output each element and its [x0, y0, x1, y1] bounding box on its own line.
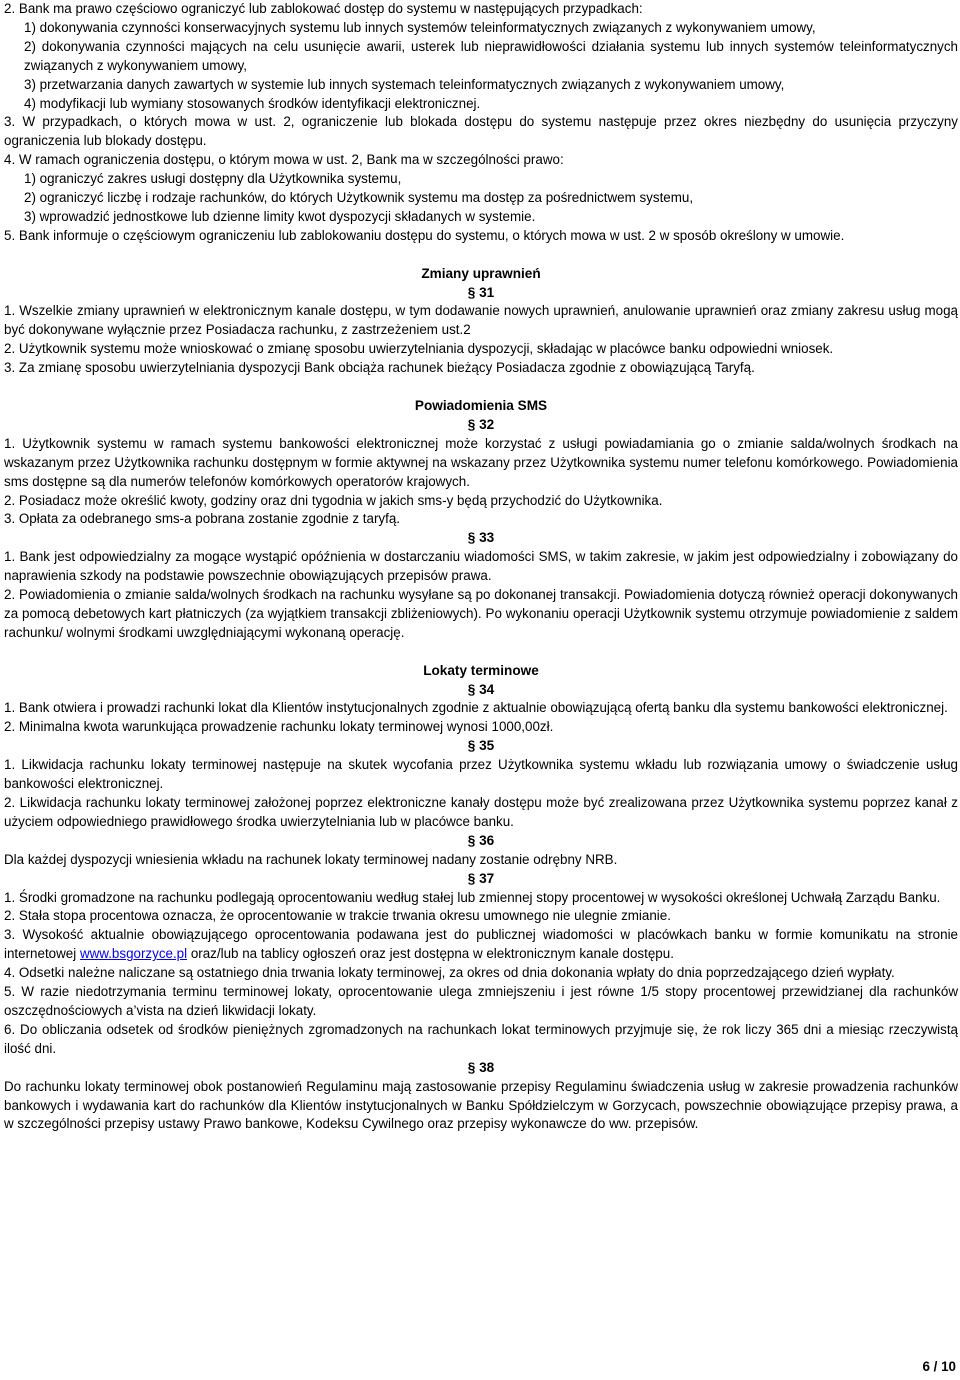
sec4-item-2: 2) ograniczyć liczbę i rodzaje rachunków, do których Użytkownik systemu ma dostęp za pośrednictwem systemu,	[24, 190, 694, 206]
par-34-num: 34	[479, 681, 495, 697]
paragraph-number-32: § 32	[467, 416, 495, 432]
lokaty-p37-4: 4. Odsetki należne naliczane są ostatniego dnia trwania lokaty terminowej, za okres od dnia dokonania wpłaty do dnia poprzedzającego dzień wypłaty.	[4, 965, 895, 981]
lokaty-p37-6: 6. Do obliczania odsetek od środków pieniężnych zgromadzonych na rachunkach lokat terminowych przyjmuje się, że rok liczy 365 dni a miesiąc rzeczywistą ilość dni.	[4, 1021, 958, 1056]
sec2-item-3: 3) przetwarzania danych zawartych w systemie lub innych systemach teleinformatycznych związanych z wykonywaniem umowy,	[24, 76, 785, 92]
spacer	[4, 246, 958, 265]
spacer	[4, 643, 958, 662]
sec3-paragraph: 3. W przypadkach, o których mowa w ust. 2, ograniczenie lub blokada dostępu do systemu następuje przez okres niezbędny do usunięcia przyczyny ograniczenia lub blokady dostępu.	[4, 114, 958, 149]
paragraph-number-31: § 31	[467, 284, 495, 300]
sms-p33-1: 1. Bank jest odpowiedzialny za mogące wystąpić opóźnienia w dostarczaniu wiadomości SMS, w takim zakresie, w jakim jest odpowiedzialny i zobowiązany do naprawienia szkody na podstawie powszechnie obowiązujących przepisów prawa.	[4, 549, 958, 584]
par-35-num: 35	[479, 738, 495, 754]
par-32-num: 32	[479, 416, 495, 432]
sec4-item-3: 3) wprowadzić jednostkowe lub dzienne limity kwot dyspozycji składanych w systemie.	[24, 208, 536, 224]
lokaty-p34-1: 1. Bank otwiera i prowadzi rachunki lokat dla Klientów instytucjonalnych zgodnie z aktualnie obowiązującą ofertą banku dla systemu bankowości elektronicznej.	[4, 700, 948, 716]
bank-website-link[interactable]: www.bsgorzyce.pl	[79, 946, 188, 962]
sec2-item-2: 2) dokonywania czynności mających na celu usunięcie awarii, usterek lub nieprawidłowości działania systemu lub innych systemów teleinformatycznych związanych z wykonywaniem umowy,	[24, 38, 958, 73]
section-heading-zmiany: Zmiany uprawnień	[421, 265, 541, 281]
zmiany-p2: 2. Użytkownik systemu może wnioskować o zmianę sposobu uwierzytelniania dyspozycji, składając w placówce banku odpowiedni wniosek.	[4, 341, 834, 357]
lokaty-p37-2: 2. Stała stopa procentowa oznacza, że oprocentowanie w trakcie trwania okresu umownego nie ulegnie zmianie.	[4, 908, 671, 924]
lokaty-p37-3	[4, 926, 958, 964]
page-number: 6 / 10	[922, 1359, 956, 1374]
sms-p33-2: 2. Powiadomienia o zmianie salda/wolnych środkach na rachunku wysyłane są po dokonanej transakcji. Powiadomienia dotyczą również operacji dokonywanych za pomocą debetowych kart płatniczych (za wyjątkiem transakcji zbliżeniowych). Po wykonaniu operacji Użytkownik systemu otrzymuje powiadomienie z saldem rachunku/ wolnymi środkami uwzględniającymi wykonaną operację.	[4, 587, 958, 640]
par-31-num: 31	[479, 284, 495, 300]
lokaty-p36: Dla każdej dyspozycji wniesienia wkładu na rachunek lokaty terminowej nadany zostanie odrębny NRB.	[4, 851, 618, 867]
lokaty-p38: Do rachunku lokaty terminowej obok postanowień Regulaminu mają zastosowanie przepisy Regulaminu świadczenia usług w zakresie prowadzenia rachunków bankowych i wydawania kart do rachunków dla Klientów instytucjonalnych w Banku Spółdzielczym w Gorzycach, powszechnie obowiązujące przepisy prawa, a w szczególności przepisy ustawy Prawo bankowe, Kodeksu Cywilnego oraz przepisy wykonawcze do ww. przepisów.	[4, 1078, 958, 1132]
section-heading-lokaty: Lokaty terminowe	[423, 662, 539, 678]
spacer	[4, 378, 958, 397]
paragraph-number-36: § 36	[467, 832, 495, 848]
sec2-item-4: 4) modyfikacji lub wymiany stosowanych środków identyfikacji elektronicznej.	[24, 95, 481, 111]
sec5-paragraph: 5. Bank informuje o częściowym ograniczeniu lub zablokowaniu dostępu do systemu, o których mowa w ust. 2 w sposób określony w umowie.	[4, 227, 845, 243]
lokaty-p37-3-text-a: 3. Wysokość aktualnie obowiązującego oprocentowania podawana jest do publicznej wiadomości w placówkach banku w formie komunikatu na stronie internetowej	[4, 927, 958, 962]
sms-p32-3: 3. Opłata za odebranego sms-a pobrana zostanie zgodnie z taryfą.	[4, 511, 401, 527]
sec4-item-1: 1) ograniczyć zakres usługi dostępny dla Użytkownika systemu,	[24, 171, 402, 187]
lokaty-p34-2: 2. Minimalna kwota warunkująca prowadzenie rachunku lokaty terminowej wynosi 1000,00zł.	[4, 719, 554, 735]
paragraph-number-35: § 35	[467, 738, 495, 754]
sms-p32-2: 2. Posiadacz może określić kwoty, godziny oraz dni tygodnia w jakich sms-y będą przychodzić do Użytkownika.	[4, 492, 663, 508]
par-36-num: 36	[479, 832, 495, 848]
par-38-num: 38	[479, 1059, 495, 1075]
section-heading-sms: Powiadomienia SMS	[414, 398, 548, 413]
paragraph-number-38: § 38	[467, 1059, 495, 1075]
lokaty-p35-2: 2. Likwidacja rachunku lokaty terminowej założonej poprzez elektroniczne kanały dostępu może być zrealizowana przez Użytkownika systemu poprzez kanał z użyciem odpowiedniego prawidłowego środka uwierzytelniania lub w placówce banku.	[4, 795, 958, 829]
sms-p32-1: 1. Użytkownik systemu w ramach systemu bankowości elektronicznej może korzystać z usługi powiadamiania go o zmianie salda/wolnych środkach na wskazanym przez Użytkownika rachunku dostępnym w formie aktywnej na wskazany przez Użytkownika systemu numer telefonu komórkowego. Powiadomienia sms dostępne są dla numerów telefonów komórkowych operatorów krajowych.	[4, 435, 958, 489]
paragraph-number-34: § 34	[467, 681, 495, 697]
paragraph-number-33: § 33	[467, 530, 495, 546]
sec2-intro: 2. Bank ma prawo częściowo ograniczyć lub zablokować dostęp do systemu w następujących przypadkach:	[4, 1, 643, 16]
zmiany-p3: 3. Za zmianę sposobu uwierzytelniania dyspozycji Bank obciąża rachunek bieżący Posiadacza zgodnie z obowiązującą Taryfą.	[4, 360, 755, 376]
lokaty-p37-3-text-b: oraz/lub na tablicy ogłoszeń oraz jest dostępna w elektronicznym kanale dostępu.	[187, 946, 674, 962]
document-page	[4, 0, 958, 1134]
sec4-intro: 4. W ramach ograniczenia dostępu, o którym mowa w ust. 2, Bank ma w szczególności prawo:	[4, 152, 564, 168]
lokaty-p35-1: 1. Likwidacja rachunku lokaty terminowej następuje na skutek wycofania przez Użytkownika systemu wkładu lub rozwiązania umowy o świadczenie usług bankowości elektronicznej.	[4, 757, 958, 792]
lokaty-p37-5: 5. W razie niedotrzymania terminu terminowej lokaty, oprocentowanie ulega zmniejszeniu i jest równe 1/5 stopy procentowej przewidzianej dla rachunków oszczędnościowych a’vista na dzień likwidacji lokaty.	[4, 984, 958, 1018]
sec2-item-1: 1) dokonywania czynności konserwacyjnych systemu lub innych systemów teleinformatycznych związanych z wykonywaniem umowy,	[24, 19, 816, 35]
par-33-num: 33	[479, 530, 495, 546]
lokaty-p37-1: 1. Środki gromadzone na rachunku podlegają oprocentowaniu według stałej lub zmiennej stopy procentowej w wysokości określonej Uchwałą Zarządu Banku.	[4, 889, 941, 905]
par-37-num: 37	[479, 870, 495, 886]
paragraph-number-37: § 37	[467, 870, 495, 886]
zmiany-p1: 1. Wszelkie zmiany uprawnień w elektronicznym kanale dostępu, w tym dodawanie nowych uprawnień, anulowanie uprawnień oraz zmiany zakresu usług mogą być dokonywane wyłącznie przez Posiadacza rachunku, z zastrzeżeniem ust.2	[4, 303, 958, 338]
